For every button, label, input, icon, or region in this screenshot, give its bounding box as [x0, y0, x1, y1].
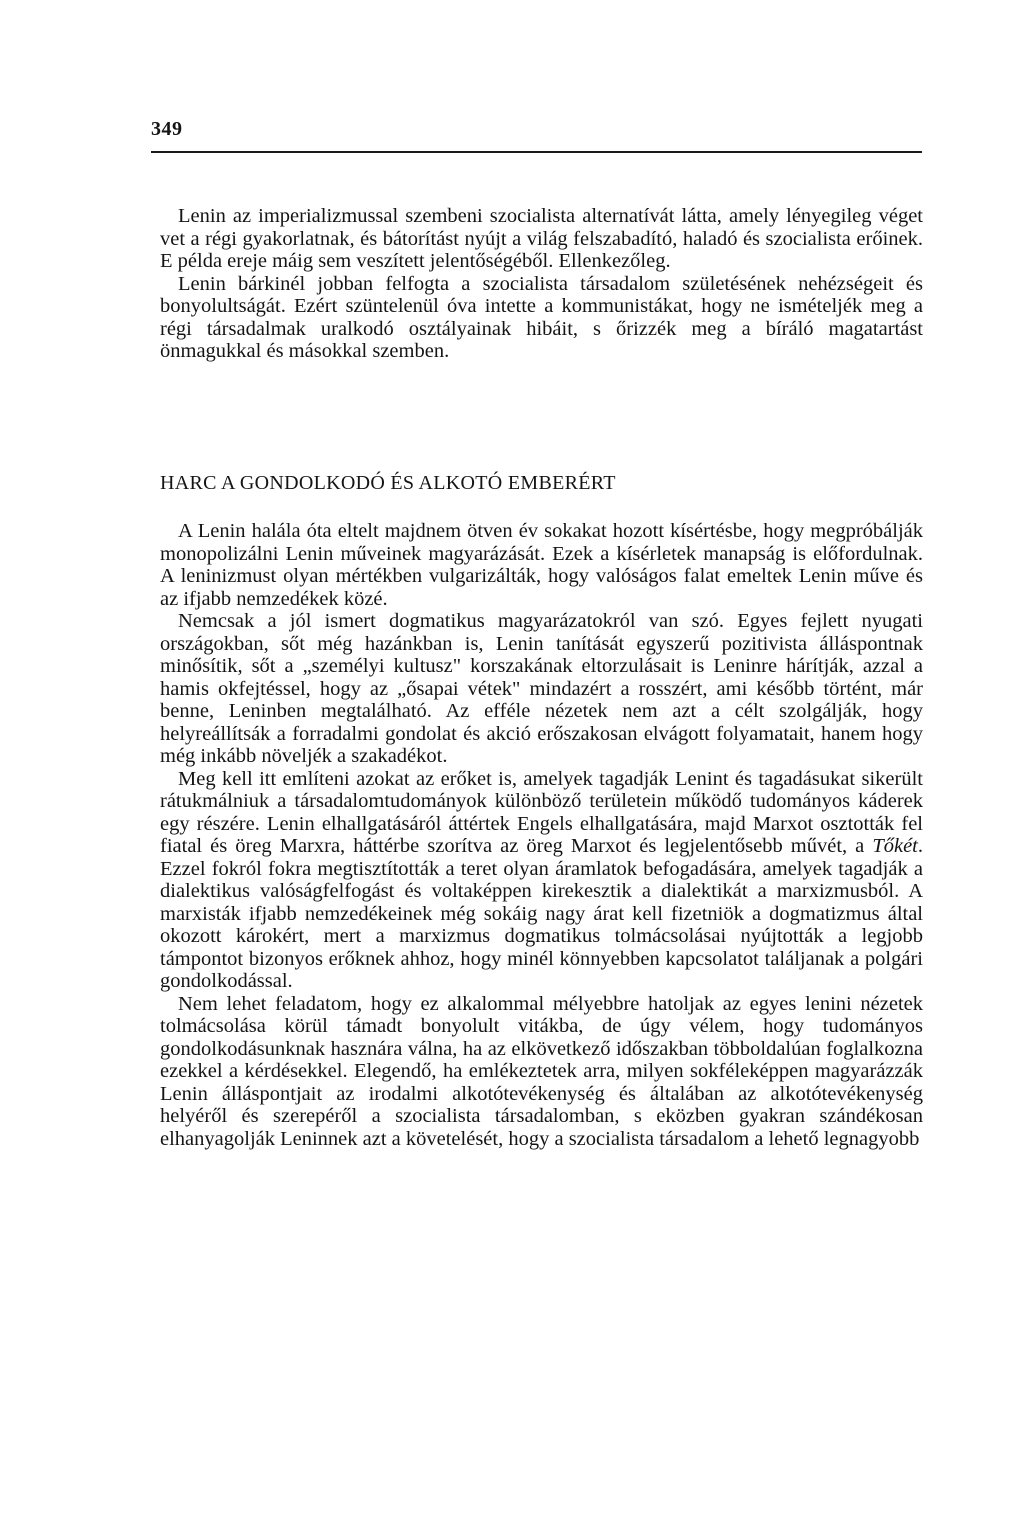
header-rule [151, 151, 922, 153]
paragraph-3-text-a: Meg kell itt említeni azokat az erőket is, amelyek tagadják Lenint és tagadásukat sikerült rátukmálniuk a társadalomtudományok különböző területein működő tudományos káderek egy részére. Lenin elhallgatásáról áttértek Engels elhallgatására, majd Marxot osztották fel fiatal és öreg Marxra, háttérbe szorítva az öreg Marxot és legjelentősebb művét, a [160, 767, 923, 857]
section-heading: HARC A GONDOLKODÓ ÉS ALKOTÓ EMBERÉRT [160, 472, 616, 494]
paragraph-intro-1: Lenin az imperializmussal szembeni szocialista alternatívát látta, amely lényegileg véget vet a régi gyakorlatnak, és bátorítást nyújt a világ felszabadító, haladó és szocialista erőinek. E példa ereje máig sem veszített jelentőségéből. Ellenkezőleg. [160, 205, 923, 272]
intro-text [160, 205, 923, 363]
paragraph-1: A Lenin halála óta eltelt majdnem ötven év sokakat hozott kísértésbe, hogy megpróbálják monopolizálni Lenin műveinek magyarázását. Ezek a kísérletek manapság is előfordulnak. A leninizmust olyan mértékben vulgarizálták, hogy valóságos falat emeltek Lenin műve és az ifjabb nemzedékek közé. [160, 520, 923, 610]
paragraph-intro-2: Lenin bárkinél jobban felfogta a szocialista társadalom születésének nehézségeit és bonyolultságát. Ezért szüntelenül óva intette a kommunistákat, hogy ne ismételjék meg a régi társadalmak uralkodó osztályainak hibáit, s őrizzék meg a bíráló magatartást önmagukkal és másokkal szemben. [160, 272, 923, 362]
page-number: 349 [151, 118, 183, 140]
book-title-italic: Tőkét [872, 835, 918, 857]
section-text [160, 520, 923, 1150]
paragraph-2: Nemcsak a jól ismert dogmatikus magyarázatokról van szó. Egyes fejlett nyugati országokban, sőt még hazánkban is, Lenin tanítását egyszerű pozitivista álláspontnak minősítik, sőt a „személyi kultusz" korszakának eltorzulásait is Leninre hárítják, azzal a hamis okfejtéssel, hogy az „ősapai vétek" mindazért a rosszért, ami később történt, már benne, Leninben megtalálható. Az efféle nézetek nem azt a célt szolgálják, hogy helyreállítsák a forradalmi gondolat és akció erőszakosan elvágott folyamatait, hanem hogy még inkább növeljék a szakadékot. [160, 610, 923, 767]
paragraph-4: Nem lehet feladatom, hogy ez alkalommal mélyebbre hatoljak az egyes lenini nézetek tolmácsolása körül támadt bonyolult vitákba, de úgy vélem, hogy tudományos gondolkodásunknak hasznára válna, ha az elkövetkező időszakban többoldalúan foglalkozna ezekkel a kérdésekkel. Elegendő, ha emlékeztetek arra, milyen sokféleképpen magyarázzák Lenin álláspontjait az irodalmi alkotótevékenység és általában az alkotótevékenység helyéről és szerepéről a szocialista társadalomban, s eközben gyakran szándékosan elhanyagolják Leninnek azt a követelését, hogy a szocialista társadalom a lehető legnagyobb [160, 992, 923, 1150]
paragraph-3 [160, 768, 923, 993]
paragraph-3-text-b: . Ezzel fokról fokra megtisztították a teret olyan áramlatok befogadására, amelyek tagadják a dialektikus valóságfelfogást és voltaképpen kirekesztik a dialektikát a marxizmusból. A marxisták ifjabb nemzedékeinek még sokáig nagy árat kell fizetniök a dogmatizmus által okozott károkért, mert a marxizmus dogmatikus tolmácsolásai nyújtották a legjobb támpontot bizonyos erőknek ahhoz, hogy minél könnyebben kapcsolatot találjanak a polgári gondolkodással. [160, 835, 923, 992]
